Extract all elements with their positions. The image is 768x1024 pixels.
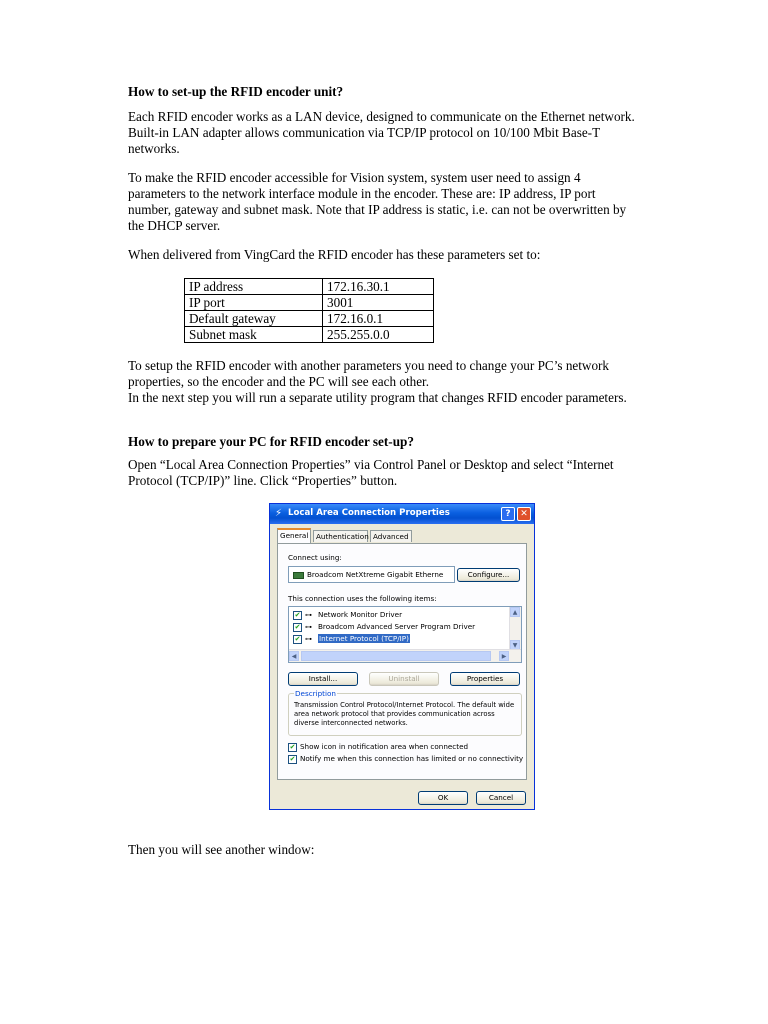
items-label: This connection uses the following items: bbox=[288, 594, 437, 603]
network-component-icon: ⊶ bbox=[305, 611, 312, 619]
adapter-field bbox=[288, 566, 455, 583]
text-line: Each RFID encoder works as a LAN device, designed to communicate on the Ethernet network. bbox=[128, 109, 635, 124]
item-checkbox[interactable]: ✔ bbox=[294, 610, 301, 619]
item-label: Network Monitor Driver bbox=[318, 610, 403, 619]
install-button[interactable]: Install... bbox=[288, 672, 358, 686]
param-key: IP address bbox=[185, 279, 323, 295]
param-key: Subnet mask bbox=[185, 327, 323, 343]
heading-setup-encoder: How to set-up the RFID encoder unit? bbox=[128, 84, 344, 99]
vertical-scrollbar[interactable] bbox=[509, 607, 521, 650]
text-line: properties, so the encoder and the PC will see each other. bbox=[128, 374, 430, 389]
text-line: Open “Local Area Connection Properties” via Control Panel or Desktop and select “Internet bbox=[128, 457, 614, 472]
item-label: Internet Protocol (TCP/IP) bbox=[319, 634, 409, 643]
description-title: Description bbox=[295, 689, 336, 698]
description-text: Transmission Control Protocol/Internet Protocol. The default wide area network protocol that provides communication across diverse interconnected networks. bbox=[294, 701, 515, 727]
components-list[interactable] bbox=[288, 606, 522, 663]
item-checkbox[interactable]: ✔ bbox=[294, 634, 301, 643]
list-item-selected[interactable] bbox=[293, 634, 410, 644]
scroll-down-icon[interactable]: ▼ bbox=[510, 640, 520, 650]
paragraph-delivered bbox=[128, 247, 688, 263]
configure-button[interactable]: Configure... bbox=[457, 568, 520, 582]
general-tab-panel bbox=[277, 543, 527, 780]
dialog-title: Local Area Connection Properties bbox=[288, 508, 450, 518]
paragraph-lan-device bbox=[128, 109, 688, 157]
paragraph-setup-network bbox=[128, 358, 688, 406]
paragraph-another-window bbox=[128, 842, 688, 858]
param-key: Default gateway bbox=[185, 311, 323, 327]
tab-authentication[interactable]: Authentication bbox=[313, 530, 368, 542]
table-row bbox=[185, 311, 434, 327]
text-line: When delivered from VingCard the RFID encoder has these parameters set to: bbox=[128, 247, 541, 262]
network-adapter-icon bbox=[293, 572, 304, 579]
local-area-connection-dialog bbox=[269, 503, 535, 810]
param-value: 172.16.0.1 bbox=[323, 311, 434, 327]
dialog-titlebar bbox=[270, 504, 534, 524]
text-line: Then you will see another window: bbox=[128, 842, 315, 857]
table-row bbox=[185, 295, 434, 311]
connect-using-label: Connect using: bbox=[288, 553, 342, 562]
show-icon-checkbox[interactable]: ✔ bbox=[289, 742, 296, 751]
tab-advanced[interactable]: Advanced bbox=[370, 530, 412, 542]
show-icon-label: Show icon in notification area when connected bbox=[300, 742, 469, 751]
network-connection-icon: ⚡ bbox=[275, 508, 283, 519]
paragraph-open-properties bbox=[128, 457, 688, 489]
param-value: 172.16.30.1 bbox=[323, 279, 434, 295]
scroll-right-icon[interactable]: ▶ bbox=[499, 651, 509, 661]
scroll-up-icon[interactable]: ▲ bbox=[510, 607, 520, 617]
text-line: parameters to the network interface module in the encoder. These are: IP address, IP port bbox=[128, 186, 596, 201]
cancel-button[interactable]: Cancel bbox=[476, 791, 526, 805]
ok-button[interactable]: OK bbox=[418, 791, 468, 805]
uninstall-button[interactable]: Uninstall bbox=[369, 672, 439, 686]
description-group bbox=[288, 689, 522, 736]
text-line: Built-in LAN adapter allows communication via TCP/IP protocol on 10/100 Mbit Base-T bbox=[128, 125, 601, 140]
parameters-table bbox=[184, 278, 434, 343]
item-label: Broadcom Advanced Server Program Driver bbox=[318, 622, 476, 631]
list-item[interactable] bbox=[293, 610, 402, 620]
list-item[interactable] bbox=[293, 622, 475, 632]
text-line: To make the RFID encoder accessible for Vision system, system user need to assign 4 bbox=[128, 170, 581, 185]
notify-checkbox[interactable]: ✔ bbox=[289, 754, 296, 763]
text-line: number, gateway and subnet mask. Note that IP address is static, i.e. can not be overwritten by bbox=[128, 202, 627, 217]
tab-general[interactable]: General bbox=[277, 528, 311, 543]
table-row bbox=[185, 279, 434, 295]
param-key: IP port bbox=[185, 295, 323, 311]
text-line: networks. bbox=[128, 141, 180, 156]
text-line: Protocol (TCP/IP)” line. Click “Properties” button. bbox=[128, 473, 398, 488]
network-component-icon: ⊶ bbox=[305, 623, 312, 631]
param-value: 3001 bbox=[323, 295, 434, 311]
notify-option[interactable] bbox=[288, 754, 523, 764]
notify-label: Notify me when this connection has limited or no connectivity bbox=[300, 754, 524, 763]
close-button[interactable]: ✕ bbox=[517, 507, 531, 521]
show-icon-option[interactable] bbox=[288, 742, 468, 752]
heading-prepare-pc: How to prepare your PC for RFID encoder set-up? bbox=[128, 434, 414, 449]
adapter-name: Broadcom NetXtreme Gigabit Etherne bbox=[307, 570, 444, 579]
scroll-thumb[interactable] bbox=[301, 651, 491, 661]
horizontal-scrollbar[interactable] bbox=[289, 649, 521, 662]
text-line: In the next step you will run a separate utility program that changes RFID encoder parameters. bbox=[128, 390, 627, 405]
param-value: 255.255.0.0 bbox=[323, 327, 434, 343]
text-line: the DHCP server. bbox=[128, 218, 221, 233]
properties-button[interactable]: Properties bbox=[450, 672, 520, 686]
paragraph-parameters bbox=[128, 170, 688, 234]
table-row bbox=[185, 327, 434, 343]
text-line: To setup the RFID encoder with another parameters you need to change your PC’s network bbox=[128, 358, 610, 373]
item-checkbox[interactable]: ✔ bbox=[294, 622, 301, 631]
help-button[interactable]: ? bbox=[501, 507, 515, 521]
network-component-icon: ⊶ bbox=[305, 635, 312, 643]
scroll-left-icon[interactable]: ◀ bbox=[289, 651, 299, 661]
